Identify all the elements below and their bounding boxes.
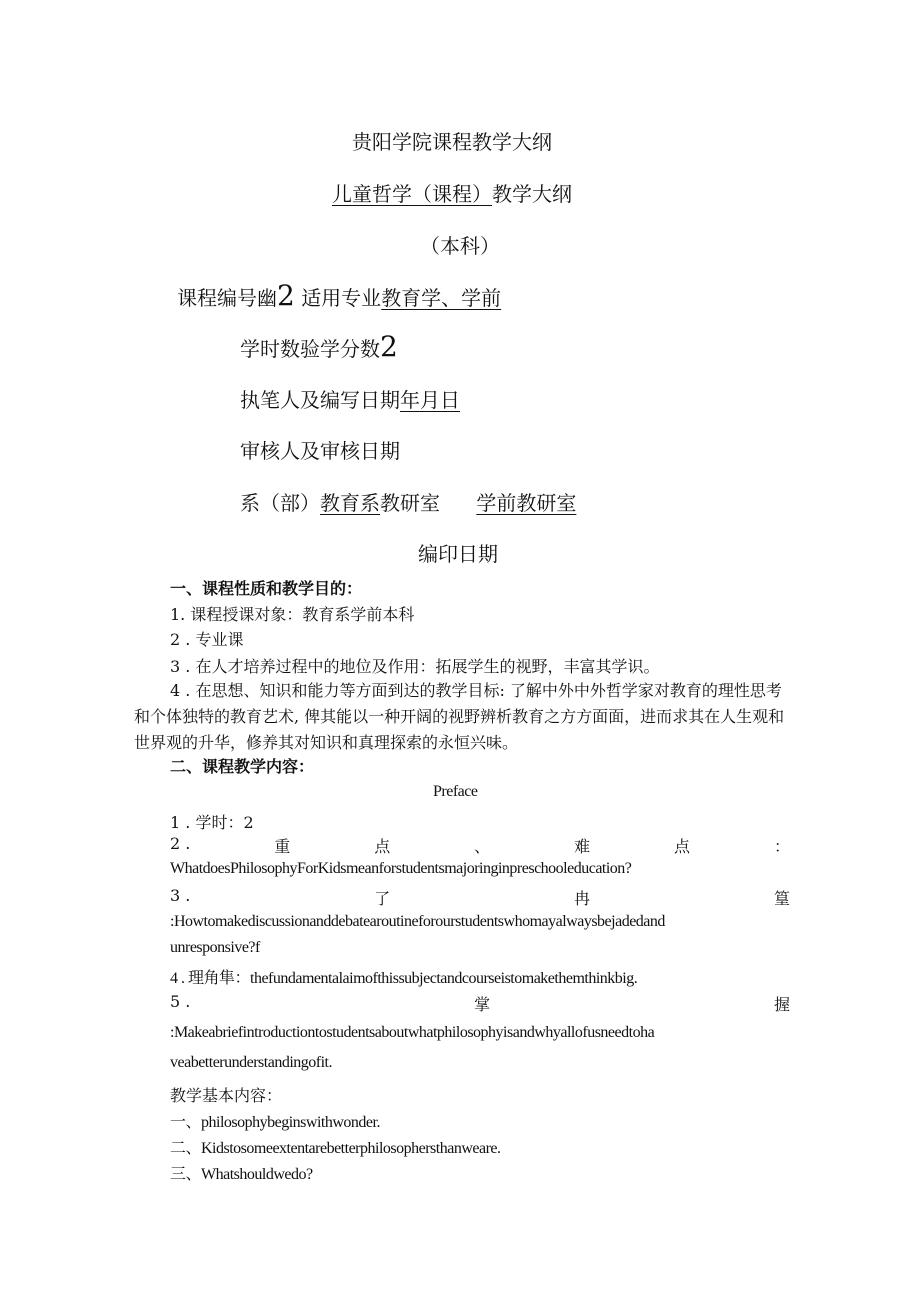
section2-heading: 二、课程教学内容： — [170, 757, 315, 776]
topic-3: 三、Whatshouldwedo? — [170, 1166, 313, 1183]
key-row-1: 重 — [274, 837, 291, 856]
hours-label: 学时数验学分数 — [240, 337, 380, 361]
section1-item1: 1. 课程授课对象：教育系学前本科 — [170, 605, 415, 624]
learn-text-2: unresponsive?f — [170, 939, 260, 956]
understand-item: 4 . 理角隼：thefundamentalaimofthissubjectandcourseistomakethemthinkbig. — [170, 970, 638, 987]
print-date-label: 编印日期 — [418, 542, 498, 566]
learn-row-3: 篁 — [773, 889, 790, 908]
author-label: 执笔人及编写日期 — [240, 388, 400, 412]
master-row — [170, 992, 790, 1015]
course-code-line — [177, 279, 502, 312]
preface-title: Preface — [433, 783, 478, 800]
course-code-number: 2 — [277, 279, 295, 312]
section1-heading: 一、课程性质和教学目的： — [170, 579, 363, 598]
author-date: 年月日 — [400, 388, 460, 412]
topic-1: 一、philosophybeginswithwonder. — [170, 1114, 380, 1131]
office-value: 学前教研室 — [476, 491, 577, 515]
master-row-0: 5 . — [170, 992, 191, 1011]
master-text-2: veabetterunderstandingofit. — [170, 1054, 332, 1071]
key-row-6: ： — [773, 837, 790, 856]
author-line — [240, 384, 460, 413]
hours-item: 1 . 学时：2 — [170, 813, 254, 832]
basic-content-label: 教学基本内容： — [170, 1086, 283, 1105]
course-level: （本科） — [420, 234, 500, 258]
dept-value: 教育系 — [320, 491, 380, 515]
key-row-4: 难 — [574, 837, 591, 856]
key-row-3: 、 — [474, 837, 491, 856]
institution-title: 贵阳学院课程教学大纲 — [352, 130, 552, 154]
learn-row-1: 了 — [374, 889, 391, 908]
master-row-2: 握 — [773, 995, 790, 1014]
key-points-row — [170, 834, 790, 857]
course-code-label: 课程编号 — [177, 286, 257, 310]
major-value: 教育学、学前 — [381, 286, 502, 310]
reviewer-line: 审核人及审核日期 — [240, 439, 400, 463]
course-code-value: 幽 — [257, 286, 277, 310]
major-label: 适用专业 — [301, 286, 382, 310]
master-row-1: 掌 — [474, 995, 491, 1014]
learn-text-1: :Howtomakediscussionanddebatearoutineforourstudentswhomayalwaysbejadedand — [170, 913, 665, 930]
master-text-1: :Makeabriefintroductiontostudentsaboutwhatphilosophyisandwhyallofusneedtoha — [170, 1024, 655, 1041]
learn-row — [170, 886, 790, 909]
topic-2: 二、Kidstosomeextentarebetterphilosophersthanweare. — [170, 1140, 501, 1157]
section1-item3: 3 . 在人才培养过程中的地位及作用：拓展学生的视野，丰富其学识。 — [170, 657, 660, 676]
course-title — [332, 178, 572, 207]
course-title-suffix: 教学大纲 — [492, 182, 572, 206]
course-title-name: 儿童哲学（课程） — [332, 182, 492, 206]
credits-value: 2 — [380, 330, 398, 363]
key-row-2: 点 — [374, 837, 391, 856]
hours-credits-line — [240, 330, 398, 363]
section1-item4: 4 . 在思想、知识和能力等方面到达的教学目标: 了解中外中外哲学家对教育的理性思考和个体独特的教育艺术, 俾其能以一种开阔的视野辨析教育之方方面面，进而求其在人生观和世界观的升华，修养其对知识和真理探索的永恒兴味。 — [134, 681, 785, 752]
learn-row-2: 冉 — [574, 889, 591, 908]
section1-item2: 2 . 专业课 — [170, 630, 244, 649]
key-row-0: 2 . — [170, 834, 191, 853]
key-points-text: WhatdoesPhilosophyForKidsmeanforstudentsmajoringinpreschooleducation? — [170, 860, 632, 877]
office-label: 教研室 — [380, 491, 440, 515]
dept-line — [240, 487, 576, 516]
learn-row-0: 3 . — [170, 886, 191, 905]
key-row-5: 点 — [674, 837, 691, 856]
dept-label: 系（部） — [240, 491, 320, 515]
